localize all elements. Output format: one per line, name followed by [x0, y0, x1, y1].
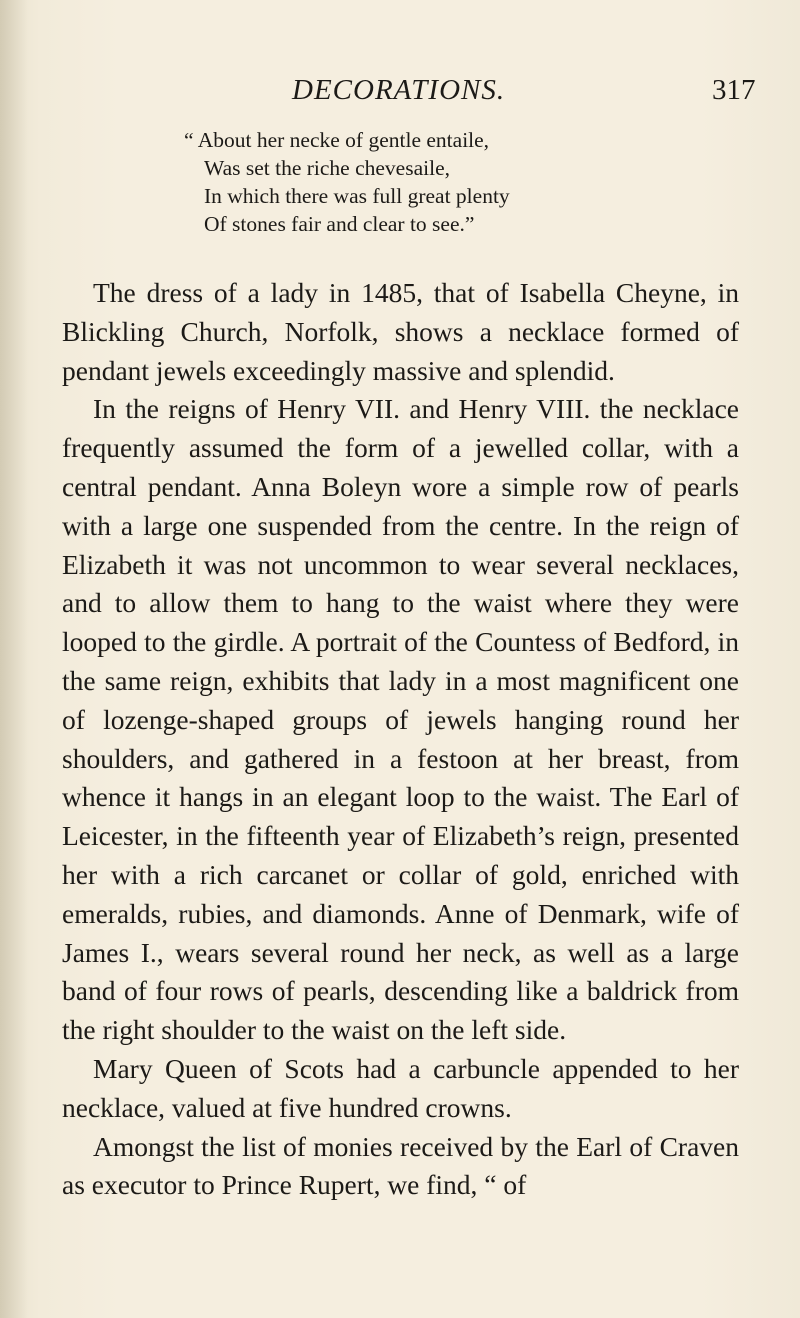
paragraph: In the reigns of Henry VII. and Henry VIII. the necklace frequently assumed the form of a jewelled collar, with a central pendant. Anna Boleyn wore a simple row of pearls with a large one suspended from the centre. In the reign of Elizabeth it was not uncommon to wear several necklaces, and to allow them to hang to the waist where they were looped to the girdle. A portrait of the Countess of Bedford, in the same reign, exhibits that lady in a most magnificent one of lozenge-shaped groups of jewels hanging round her shoulders, and gathered in a festoon at her breast, from whence it hangs in an elegant loop to the waist. The Earl of Leicester, in the fifteenth year of Elizabeth’s reign, presented her with a rich carcanet or collar of gold, enriched with emeralds, rubies, and diamonds. Anne of Denmark, wife of James I., wears several round her neck, as well as a large band of four rows of pearls, descending like a baldrick from the right shoulder to the waist on the left side. [62, 393, 739, 1046]
paragraph: The dress of a lady in 1485, that of Isabella Cheyne, in Blickling Church, Norfolk, shows a necklace formed of pendant jewels exceedingly massive and splendid. [62, 277, 739, 386]
running-head: DECORATIONS. [292, 74, 506, 106]
page-header [0, 74, 800, 114]
paragraph: Amongst the list of monies received by the Earl of Craven as executor to Prince Rupert, we find, “ of [62, 1130, 739, 1201]
verse-line: Was set the riche chevesaile, [204, 156, 451, 180]
body-text [62, 274, 739, 1205]
paragraph: Mary Queen of Scots had a carbuncle appended to her necklace, valued at five hundred crowns. [62, 1052, 739, 1123]
page-edge-shadow [0, 0, 28, 1318]
verse-line: Of stones fair and clear to see.” [204, 212, 475, 236]
verse-line: “ About her necke of gentle entaile, [184, 128, 490, 152]
verse-quotation [184, 126, 644, 238]
verse-line: In which there was full great plenty [204, 184, 510, 208]
page-number: 317 [712, 74, 756, 106]
